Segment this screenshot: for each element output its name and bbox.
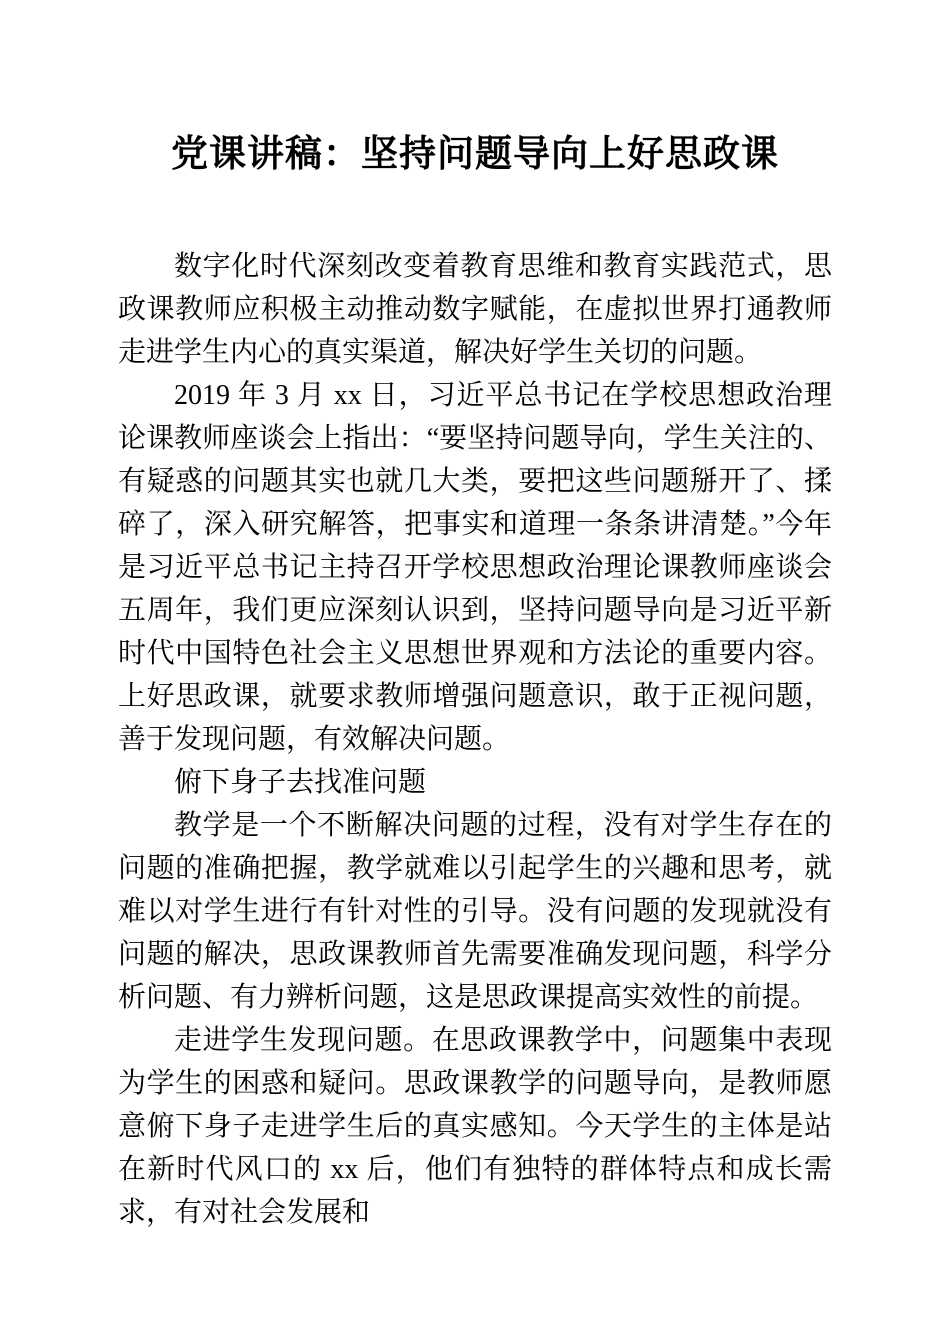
paragraph-subheading-find-problems: 俯下身子去找准问题 [174, 767, 427, 798]
document-title: 党课讲稿：坚持问题导向上好思政课 [171, 134, 779, 175]
paragraph-intro: 数字化时代深刻改变着教育思维和教育实践范式，思政课教师应积极主动推动数字赋能，在虚拟世界打通教师走进学生内心的真实渠道，解决好学生关切的问题。 [118, 251, 832, 368]
paragraph-quote-xi-jinping: 2019 年 3 月 xx 日，习近平总书记在学校思想政治理论课教师座谈会上指出：“要坚持问题导向，学生关注的、有疑惑的问题其实也就几大类，要把这些问题掰开了、揉碎了，深入研究解答，把事实和道理一条条讲清楚。”今年是习近平总书记主持召开学校思想政治理论课教师座谈会五周年，我们更应深刻认识到，坚持问题导向是习近平新时代中国特色社会主义思想世界观和方法论的重要内容。上好思政课，就要求教师增强问题意识，敢于正视问题，善于发现问题，有效解决问题。 [118, 380, 832, 755]
paragraph-teaching-process: 教学是一个不断解决问题的过程，没有对学生存在的问题的准确把握，教学就难以引起学生的兴趣和思考，就难以对学生进行有针对性的引导。没有问题的发现就没有问题的解决，思政课教师首先需要准确发现问题，科学分析问题、有力辨析问题，这是思政课提高实效性的前提。 [118, 810, 832, 1013]
paragraph-discover-problems: 走进学生发现问题。在思政课教学中，问题集中表现为学生的困惑和疑问。思政课教学的问题导向，是教师愿意俯下身子走进学生后的真实感知。今天学生的主体是站在新时代风口的 xx 后，他们有独特的群体特点和成长需求，有对社会发展和 [118, 1025, 832, 1228]
document-body [118, 245, 832, 1234]
